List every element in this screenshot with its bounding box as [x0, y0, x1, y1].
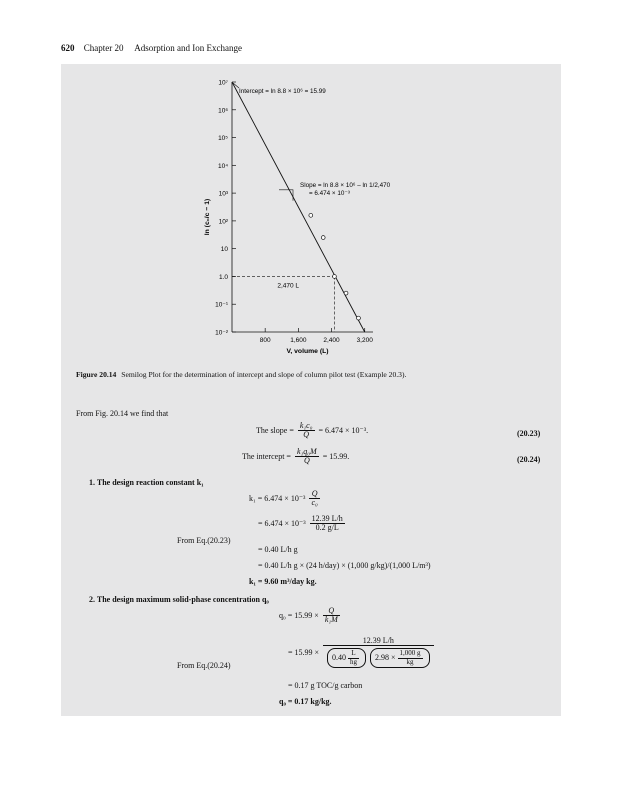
- x-axis-label: V, volume (L): [286, 348, 329, 355]
- slope-bracket: [279, 190, 293, 201]
- intercept-rhs: = 15.99.: [322, 452, 350, 462]
- data-point: [344, 291, 348, 295]
- step1-from-ref: From Eq.(20.23): [177, 536, 231, 545]
- y-tick-label: 10⁵: [218, 135, 228, 143]
- y-axis-label: ln (c₀/c − 1): [204, 198, 211, 236]
- reference-label: 2,470 L: [277, 282, 300, 290]
- figure-caption: [76, 370, 406, 379]
- figure-label: Figure 20.14: [76, 370, 117, 379]
- slope-equation: [256, 422, 368, 440]
- chapter-title: Adsorption and Ion Exchange: [134, 43, 242, 53]
- y-tick-label: 10⁷: [218, 79, 228, 87]
- slope-lhs: The slope =: [256, 426, 294, 436]
- y-tick-label: 1.0: [218, 273, 228, 281]
- figure-caption-text: Semilog Plot for the determination of intercept and slope of column pilot test (Example 20.3).: [121, 370, 407, 379]
- step2-result: q₀ = 0.17 kg/kg.: [279, 697, 332, 706]
- step2-line1: q₀ = 15.99 × $\frac{Q}{\text{k₁M}}$: [279, 606, 338, 625]
- intercept-denominator: Q: [303, 456, 310, 466]
- step1-line2: = 6.474 × 10⁻³ $\frac{12.39 L/h}{0.2 g/L}$: [258, 514, 343, 533]
- y-tick-label: 10²: [218, 218, 228, 226]
- intercept-equation: [242, 448, 349, 466]
- intercept-lhs: The intercept =: [242, 452, 291, 462]
- y-tick-label: 10³: [218, 190, 228, 198]
- step1-line1: k₁ = 6.474 × 10⁻³ $\frac{Q}{\text{c₀}}$: [249, 489, 318, 508]
- slope-annotation-line2: = 6.474 × 10⁻³: [309, 189, 350, 197]
- slope-rhs: = 6.474 × 10⁻³.: [318, 426, 369, 436]
- y-tick-label: 10⁶: [218, 107, 228, 115]
- x-tick-label: 800: [259, 337, 271, 344]
- page-number: 620: [61, 43, 75, 53]
- chapter-number: Chapter 20: [83, 43, 124, 53]
- intercept-numerator: k₁q₀M: [296, 447, 317, 456]
- step2-heading: 2. The design maximum solid-phase concentration q₀: [89, 595, 269, 604]
- x-tick-label: 2,400: [323, 337, 340, 344]
- step1-heading: 1. The design reaction constant k₁: [89, 478, 204, 487]
- page-header: [61, 43, 242, 53]
- y-tick-label: 10: [220, 246, 228, 254]
- data-point: [333, 275, 337, 279]
- step1-result: k₁ = 9.60 m³/day kg.: [249, 577, 317, 586]
- x-tick-label: 3,200: [356, 337, 373, 344]
- intercept-annotation: Intercept = ln 8.8 × 10⁶ = 15.99: [239, 88, 326, 95]
- step1-line3: = 0.40 L/h g: [258, 545, 298, 554]
- step2-from-ref: From Eq.(20.24): [177, 661, 231, 670]
- slope-denominator: Q: [303, 430, 310, 440]
- data-point: [357, 316, 361, 320]
- example-panel: [61, 64, 561, 716]
- x-tick-label: 1,600: [290, 337, 307, 344]
- y-tick-label: 10⁴: [217, 162, 228, 170]
- y-tick-label: 10⁻²: [215, 329, 228, 337]
- eq-number-20-23: (20.23): [517, 429, 541, 438]
- eq-number-20-24: (20.24): [517, 455, 541, 464]
- step2-line2: = 15.99 × 12.39 L/h 0.40 $\frac{L}{hg}$ 2.98 × $\frac{1,000 g}{kg}$: [288, 637, 436, 668]
- step2-line3: = 0.17 g TOC/g carbon: [288, 681, 363, 690]
- y-tick-label: 10⁻¹: [215, 301, 228, 309]
- data-point: [309, 213, 313, 217]
- intro-text: From Fig. 20.14 we find that: [76, 409, 169, 418]
- slope-numerator: k₁c₀: [299, 421, 313, 430]
- data-point: [321, 236, 325, 240]
- step1-line4: = 0.40 L/h g × (24 h/day) × (1,000 g/kg)/(1,000 L/m³): [258, 561, 431, 570]
- semilog-chart: [201, 74, 401, 364]
- slope-annotation-line1: Slope = ln 8.8 × 10⁶ – ln 1/2,470: [300, 181, 391, 189]
